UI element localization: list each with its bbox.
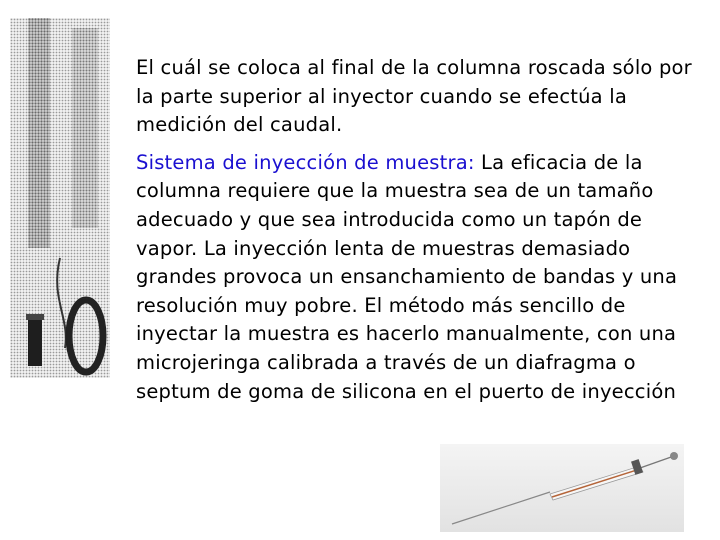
section-paragraph xyxy=(136,149,696,406)
intro-paragraph: El cuál se coloca al final de la columna roscada sólo por la parte superior al inyector cuando se efectúa la medición del caudal. xyxy=(136,56,692,137)
slide-text xyxy=(136,54,696,406)
coiled-column-image xyxy=(10,18,110,378)
section-body: La eficacia de la columna requiere que la muestra sea de un tamaño adecuado y que sea introducida como un tapón de vapor. La inyección lenta de muestras demasiado grandes provoca un ensanchamiento de bandas y una resolución muy pobre. El método más sencillo de inyectar la muestra es hacerlo manualmente, con una microjeringa calibrada a través de un diafragma o septum de goma de silicona en el puerto de inyección xyxy=(136,150,678,403)
microsyringe-image xyxy=(440,444,684,532)
section-heading: Sistema de inyección de muestra: xyxy=(136,150,475,174)
